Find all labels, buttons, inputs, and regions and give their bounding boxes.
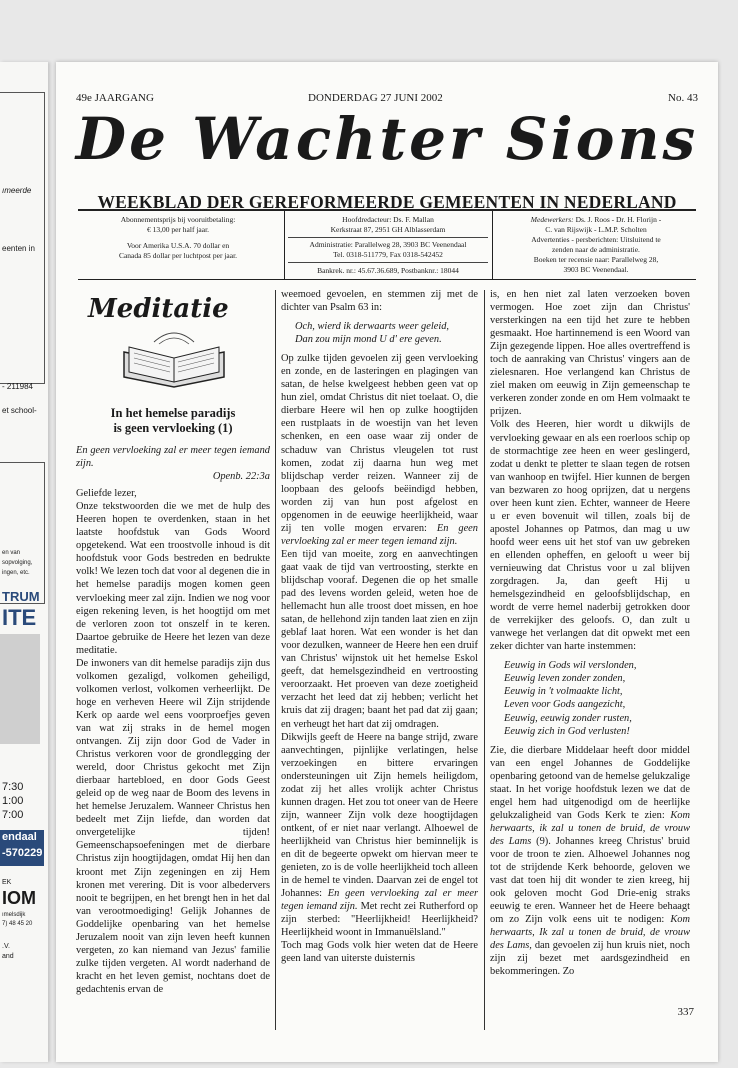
left-fragment: 1:00 bbox=[2, 795, 24, 807]
page-number: 337 bbox=[677, 1006, 694, 1018]
editor-info: Hoofdredacteur: Ds. F. Mallan Kerkstraat 87, 2951 GH Alblasserdam Administratie: Parallelweg 28, 3903 BC Veenendaal Tel. 0318-511779, Fax 0318-542452 Bankrek. nr.: 45.67.36.689, Postbanknr.: 18044 bbox=[288, 215, 488, 276]
paragraph: Dikwijls geeft de Heere na bange strijd, zware aanvechtingen, pijnlijke verlatingen, helse verzoekingen en bittere ervaringen ondersteuningen uit Zijn hemels heiligdom, zodat zij het alles vrolijk achter Christus kunnen dragen. Het zou tot oneer van de Heere zijn, wanneer Zijn volk deze hoogtijdagen ontkent, of er niet naar verlangt. Alhoewel de heerlijkheid van Christus hier beminnelijk is en dit de begeerte opwekt om hiervan meer te genieten, zo is de volle heerlijkheid toch alleen in de hemel te vinden. Daarvan zei de engel tot Johannes: En geen vervloeking zal er meer tegen iemand zijn. Met recht zei Rutherford op zijn sterbed: "Heerlijkheid! Heerlijkheid? Heerlijkheid woont in Immanuëlsland." bbox=[281, 731, 478, 939]
staff-line: Ds. J. Roos - Dr. H. Florijn - bbox=[575, 215, 662, 224]
left-fragment: en van bbox=[2, 550, 21, 556]
left-page-fragment bbox=[0, 62, 48, 1062]
volume: 49e JAARGANG bbox=[76, 92, 154, 104]
article-column-2 bbox=[281, 288, 478, 965]
paragraph: Volk des Heeren, hier wordt u dikwijls de vervloeking gewaar en als een roerloos schip op de stormachtige zee heen en weer geslingerd, zodat u denkt te pletter te slaan tegen de rotsen van wanhoop en twijfel. Hier kunnen de bergen van bezwaren zo hoog oprijzen, dat u nergens over heen kunt zien. Echter, wanneer de Heere u er even bovenuit wil tillen, zoals bij de apostel Johannes op Patmos, dan mag u uw hoofd weer eens uit het stof van uw gebreken en ellenden opheffen, en gelooft u weer bij vernieuwing dat Christus voor u zal blijven zorgdragen. Ja, dan geeft Hij u hemelsgezindheid en geloofsblijdschap, en wordt de verre hemel naderbij getrokken door de verrekijker des geloofs. O, dan zult u vanwege het verlangen dat dit opwekt met een zeker dichter van harte instemmen: bbox=[490, 419, 690, 653]
left-page-box bbox=[0, 92, 45, 384]
paragraph: Op zulke tijden gevoelen zij geen vervloeking en zonde, en de lasteringen en plagingen van satan, de helse kwelgeest hebben geen vat op hun ziel, omdat Christus dit niet toelaat. O, die dierbare Heere wil hen op zulke hoogtijden een rustplaats in de woestijn van het leven schenken, en een oase waar zij onder de schaduw van Christus vleugelen tot rust komen, zodat zij daarna hun weg met blijdschap verder reizen. Wanneer zij de loopbaan des geloofs beëindigd hebben, worden zij van hun post afgelost en opgenomen in de eeuwige heerlijkheid, waar zij ten volle mogen ervaren: En geen vervloeking zal er meer tegen iemand zijn. bbox=[281, 353, 478, 547]
left-fragment: ITE bbox=[2, 605, 37, 630]
paragraph: is, en hen niet zal laten verzoeken boven vermogen. Hoe zoet zijn dan Christus' versterkingen na een tijd het zure te hebben gesmaakt. Hoe hartinnemend is een Woord van Zijn gezegende lippen. Hoe alles overtreffend is toch de aanraking van Christus' vingers aan de zielesnaren. Hoe verlangend kan Christus de ziel maken om eeuwig in Zijn gemeenschap te verkeren zonder zonde en om Hem volmaakt te prijzen. bbox=[490, 289, 690, 418]
issue-date: DONDERDAG 27 JUNI 2002 bbox=[308, 92, 443, 104]
epigraph: En geen vervloeking zal er meer tegen iemand zijn. bbox=[76, 445, 270, 470]
left-fragment: and bbox=[2, 953, 14, 960]
left-fragment: endaal bbox=[2, 831, 37, 843]
masthead: De Wachter Sions bbox=[75, 105, 699, 173]
left-fragment: -570229 bbox=[2, 847, 43, 859]
info-box bbox=[78, 209, 696, 280]
meditatie-illustration bbox=[84, 290, 264, 394]
masthead-subtitle: WEEKBLAD DER GEREFORMEERDE GEMEENTEN IN NEDERLAND bbox=[97, 192, 677, 212]
left-fragment: ingen, etc. bbox=[2, 570, 30, 576]
newspaper-page bbox=[56, 62, 718, 1062]
left-fragment: sopvolging, bbox=[2, 560, 33, 566]
left-fragment: EK bbox=[2, 879, 12, 886]
bible-icon bbox=[114, 322, 234, 392]
staff-info: Medewerkers: Ds. J. Roos - Dr. H. Florijn - C. van Rijswijk - L.M.P. Scholten Advertenties - persberichten: Uitsluitend te zenden naar de administratie. Boeken ter recensie naar: Parallelweg 28, 3903 BC Veenendaal. bbox=[530, 215, 662, 274]
paragraph: Toch mag Gods volk hier weten dat de Heere geen land van uiterste duisternis bbox=[281, 940, 478, 965]
paragraph: Onze tekstwoorden die we met de hulp des Heeren hopen te overdenken, staan in het laatste hoofdstuk van Gods Woord opgetekend. Wat een troostvolle inhoud is dit hoofdstuk voor Gods bestreden en bedrukte volk! We lezen toch dat voor al degenen die in het hemelse paradijs mogen komen geen vervloeking meer zal zijn. Indien we nog voor eigen rekening leven, is het hoogtijd om met de verloren zoon tot onszelf in te keren. Daartoe gebruike de Heere het lezen van deze meditatie. bbox=[76, 501, 270, 656]
left-fragment: 7) 48 45 20 bbox=[2, 921, 33, 927]
left-page-box bbox=[0, 462, 45, 604]
psalm-quote: Och, wierd ik derwaarts weer geleid, Dan zou mijn mond U d' ere geven. bbox=[295, 321, 450, 346]
article-column-1 bbox=[76, 402, 270, 996]
paragraph: De inwoners van dit hemelse paradijs zijn dus volkomen gezaligd, volkomen geheiligd, volkomen verlost, volkomen verheerlijkt. De hoge en verheven Heere wil Zijn strijdende Kerk op aarde wel eens voorproefjes geven van wat zij straks in de hemel mogen ontvangen. Zij zijn door God de Vader in Christus verkoren voor de grondlegging der wereld, door Christus gekocht met Zijn dierbaar hartebloed, en door Gods Geest geleid op de weg naar de Boom des levens in het hemelse Jeruzalem. Wanneer Christus hen bedeelt met Zijn liefde, dan worden dat onvergetelijke tijden! Gemeenschapsoefeningen met de dierbare Christus zijn hoogtijdagen, omdat Hij hen dan kroont met Zijn zegeningen en zij Hem kronen met verering. Dit is voor albedervers nooit te begrijpen, en het brengt hen in het dal van verootmoediging! Gelijk Johannes de Goddelijke openbaring van het hemelse Jeruzalem nooit van zijn leven heeft kunnen vergeten, zo kan niemand van Jezus' familie zulke tijden vergeten. Al wordt naderhand de kracht en het leven gemist, nochtans doet de gedachtenis ervan de bbox=[76, 657, 270, 995]
left-fragment: et school- bbox=[2, 406, 37, 415]
left-fragment: IOM bbox=[2, 888, 36, 908]
epigraph-reference: Openb. 22:3a bbox=[212, 471, 270, 483]
paragraph: weemoed gevoelen, en stemmen zij met de dichter van Psalm 63 in: bbox=[281, 289, 478, 314]
left-fragment: ımelsdijk bbox=[2, 912, 26, 918]
left-fragment: 7:30 bbox=[2, 781, 24, 793]
paragraph: Een tijd van moeite, zorg en aanvechtingen gaat vaak de tijd van vertroosting, sterkte en blijdschap vooraf. Degenen die op het smalle pad des levens worden geleid, weten hoe de hellemacht hun alle troost doet missen, en hoe satan, de hellehond zijn tanden laat zien en zijn geblaf laat horen. Wat een wonder is het dan voor dezulken, wanneer de Heere hen een druif van Christus' wijnstok uit het hemelse Eskol geeft, dat hemelsgezindheid en vertroosting veroorzaakt. Het proeven van deze zoetigheid verzacht het leed dat zij hebben; verlicht het kruis dat zij dragen; baant het pad dat zij gaan; en verheugt het hart dat zij omdragen. bbox=[281, 548, 478, 730]
section-label: Meditatie bbox=[88, 294, 229, 324]
organ-photo bbox=[0, 634, 40, 744]
article-column-3 bbox=[490, 288, 690, 978]
salutation: Geliefde lezer, bbox=[76, 488, 137, 500]
left-fragment: 7:00 bbox=[2, 809, 24, 821]
left-fragment: .V. bbox=[2, 943, 10, 950]
left-fragment: ımeerde bbox=[2, 186, 32, 195]
poem-quote: Eeuwig in Gods wil verslonden, Eeuwig leven zonder zonden, Eeuwig in 't volmaakte licht, Leven voor Gods aangezicht, Eeuwig, eeuwig zonder rusten, Eeuwig zich in God verlusten! bbox=[504, 660, 637, 737]
article-title: In het hemelse paradijs is geen vervloeking (1) bbox=[110, 406, 236, 435]
subscription-info: Abonnementsprijs bij vooruitbetaling: € 13,00 per half jaar. Voor Amerika U.S.A. 70 dollar en Canada 85 dollar per luchtpost per jaar. bbox=[118, 215, 238, 260]
issue-number: No. 43 bbox=[668, 92, 698, 104]
left-fragment: TRUM bbox=[2, 589, 40, 604]
paragraph: Zie, die dierbare Middelaar heeft door middel van een engel Johannes de Goddelijke openbaring getoond van de hemelse gelukzalige staat. In het vorige hoofdstuk lezen we dat de engel hem had uitgenodigd om de heerlijke gelukzaligheid van Gods Kerk te zien: Kom herwaarts, ik zal u tonen de bruid, de vrouw des Lams (9). Johannes kreeg Christus' bruid voor de troon te zien. Alhoewel Johannes nog tot de strijdende Kerk behoorde, geloven we vast dat toen hij dit wonder te zien kreeg, hij ook geloven mocht God Drie-enig straks eeuwig te eren. Wanneer het de Heere behaagt om zo Zijn volk eens uit te nodigen: Kom herwaarts, Ik zal u tonen de bruid, de vrouw des Lams, dan gevoelen zij hun kruis niet, noch zijn zij bezet met aardsgezindheid en bekommeringen. Zo bbox=[490, 744, 690, 978]
left-fragment: eenten in bbox=[2, 244, 35, 253]
left-fragment: - 211984 bbox=[2, 382, 33, 391]
